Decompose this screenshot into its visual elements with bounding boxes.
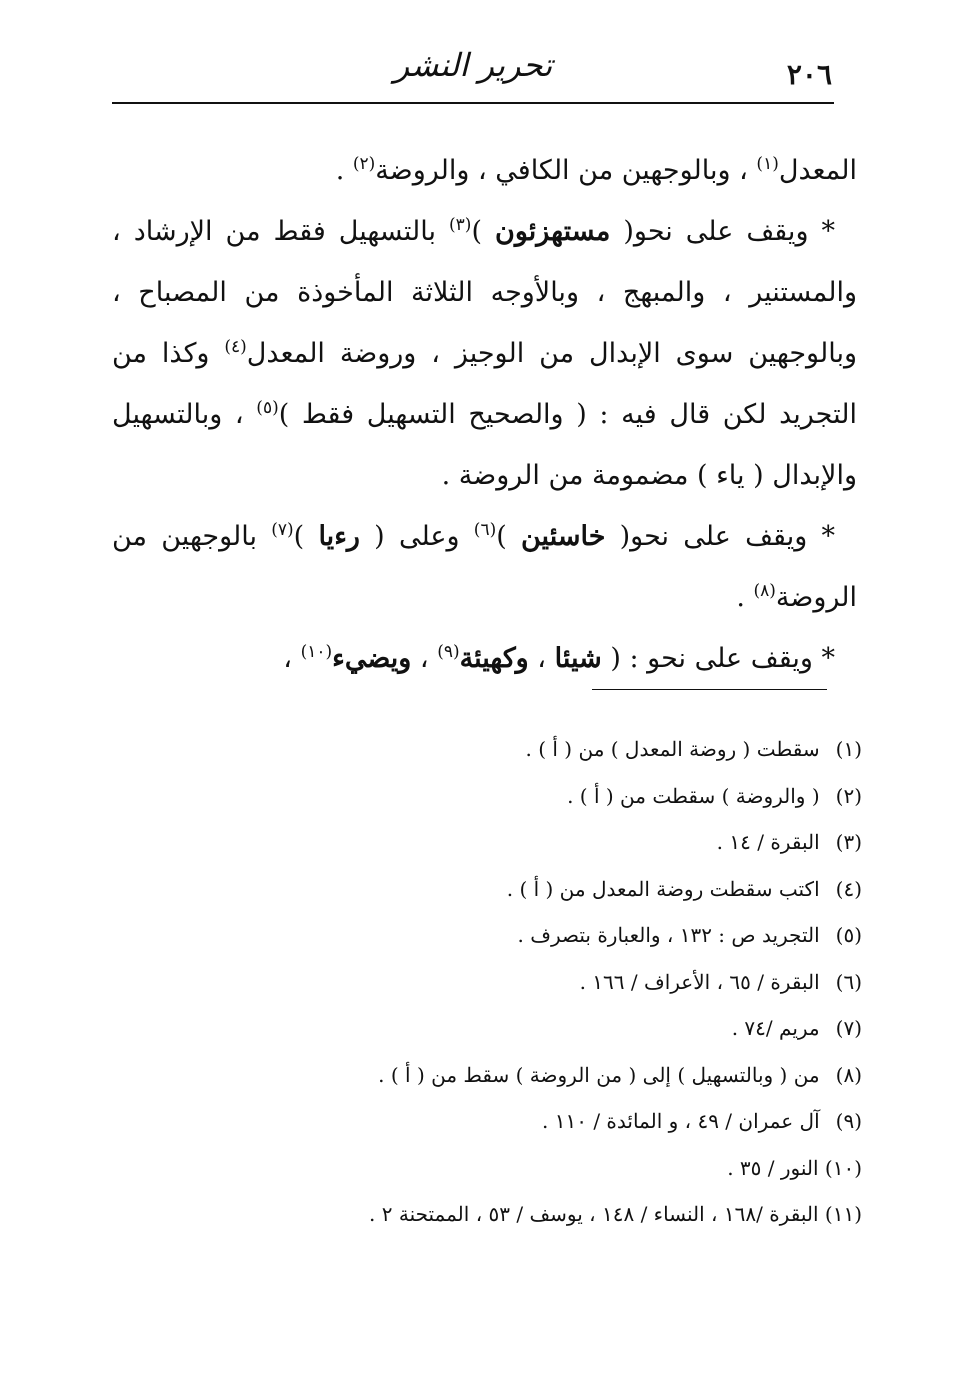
quran-word: وكهيئة	[459, 643, 529, 674]
text-run: .	[736, 582, 754, 613]
paragraph-3	[112, 506, 857, 628]
footnote-ref-9[interactable]: (٩)	[437, 642, 460, 662]
footnote-number: (٢)	[835, 783, 862, 808]
page-header	[112, 44, 834, 104]
footnote-number: (٧)	[835, 1016, 862, 1040]
footnote	[112, 866, 862, 913]
text-run: )	[293, 521, 319, 552]
footnote-number: (١)	[835, 737, 862, 761]
footnote	[112, 912, 862, 959]
text-run: )	[496, 521, 521, 552]
quran-word: مستهزئون	[494, 216, 611, 247]
footnote-number: (٣)	[835, 830, 862, 854]
footnote-separator	[592, 689, 827, 690]
footnote	[112, 819, 862, 866]
text-run: ، وبالوجهين من الكافي ، والروضة	[375, 155, 757, 186]
quran-word: رءيا	[318, 521, 360, 552]
footnote-number: (٤)	[835, 876, 862, 901]
footnote-text: اكتب سقطت روضة المعدل من ( أ ) .	[506, 876, 820, 901]
footnote-number: (٥)	[835, 923, 862, 947]
footnote-text: من ( وبالتسهيل ) إلى ( من الروضة ) سقط من ( أ ) .	[378, 1062, 820, 1087]
footnote	[112, 1005, 862, 1052]
footnote	[112, 1098, 862, 1145]
footnote	[112, 726, 862, 773]
text-run: ،	[528, 643, 555, 674]
footnote-text: آل عمران / ٤٩ ، و المائدة / ١١٠ .	[542, 1109, 820, 1133]
paragraph-1	[112, 140, 857, 201]
quran-word: شيئا	[554, 643, 602, 674]
text-run: وكذا من التجريد لكن قال فيه : ( والصحيح التسهيل فقط )	[112, 338, 857, 430]
text-run: .	[335, 155, 353, 186]
footnote	[112, 1052, 862, 1099]
footnote-text: البقرة / ٦٥ ، الأعراف / ١٦٦ .	[579, 969, 820, 994]
paragraph-4	[112, 628, 857, 689]
footnote-text: التجريد ص : ١٣٢ ، والعبارة بتصرف .	[517, 923, 820, 947]
footnote-text: سقطت ( روضة المعدل ) من ( أ ) .	[525, 737, 820, 761]
text-run: ،	[411, 643, 438, 674]
paragraph-2	[112, 201, 857, 506]
text-run: )	[471, 216, 495, 247]
quran-word: خاسئين	[521, 521, 606, 552]
text-run: ، وبالتسهيل والإبدال ( ياء ) مضمومة من الروضة .	[112, 399, 857, 491]
header-rule	[112, 102, 834, 104]
footnotes	[112, 726, 862, 1238]
footnote-ref-3[interactable]: (٣)	[449, 215, 472, 235]
footnote	[112, 1145, 862, 1192]
footnote-ref-5[interactable]: (٥)	[256, 398, 279, 418]
footnote-number: (٩)	[835, 1109, 862, 1133]
quran-word: ويضيء	[332, 643, 412, 674]
footnote-text: البقرة /١٦٨ ، النساء / ١٤٨ ، يوسف / ٥٣ ، الممتحنة ٢ .	[369, 1202, 819, 1226]
footnote-text: مريم /٧٤ .	[731, 1016, 820, 1040]
footnote-ref-8[interactable]: (٨)	[753, 581, 776, 601]
footnote-number: (٦)	[835, 969, 862, 994]
footnote-number: (٨)	[835, 1062, 862, 1087]
footnote-ref-2[interactable]: (٢)	[352, 154, 376, 174]
footnote	[112, 959, 862, 1006]
text-run: * ويقف على نحو : (	[601, 643, 835, 674]
footnote-ref-7[interactable]: (٧)	[271, 520, 294, 540]
footnote-text: ( والروضة ) سقطت من ( أ ) .	[567, 783, 820, 808]
text-run: بالتسهيل فقط من الإرشاد ، والمستنير ، والمبهج ، وبالأوجه الثلاثة المأخوذة من المصباح ، وبالوجهين سوى الإبدال من الوجيز ، وروضة المعدل	[112, 216, 857, 369]
text-run: * ويقف على نحو(	[605, 521, 835, 552]
footnote-ref-4[interactable]: (٤)	[224, 337, 247, 357]
footnote	[112, 773, 862, 820]
text-run: بالوجهين من الروضة	[112, 521, 857, 613]
text-run: ،	[283, 643, 301, 674]
text-run: وعلى (	[359, 521, 474, 552]
footnote-ref-1[interactable]: (١)	[756, 154, 779, 174]
main-text	[112, 140, 857, 689]
text-run: * ويقف على نحو(	[610, 216, 835, 247]
footnote-number: (١١)	[824, 1202, 862, 1226]
book-title: تحرير النشر	[393, 46, 553, 84]
footnote-ref-6[interactable]: (٦)	[473, 520, 497, 540]
page-number: ٢٠٦	[786, 58, 832, 91]
footnote-text: البقرة / ١٤ .	[716, 830, 820, 854]
footnote	[112, 1191, 862, 1238]
text-run: المعدل	[778, 155, 857, 186]
footnote-ref-10[interactable]: (١٠)	[300, 642, 333, 662]
footnote-number: (١٠)	[824, 1155, 862, 1180]
footnote-text: النور / ٣٥ .	[727, 1155, 819, 1180]
